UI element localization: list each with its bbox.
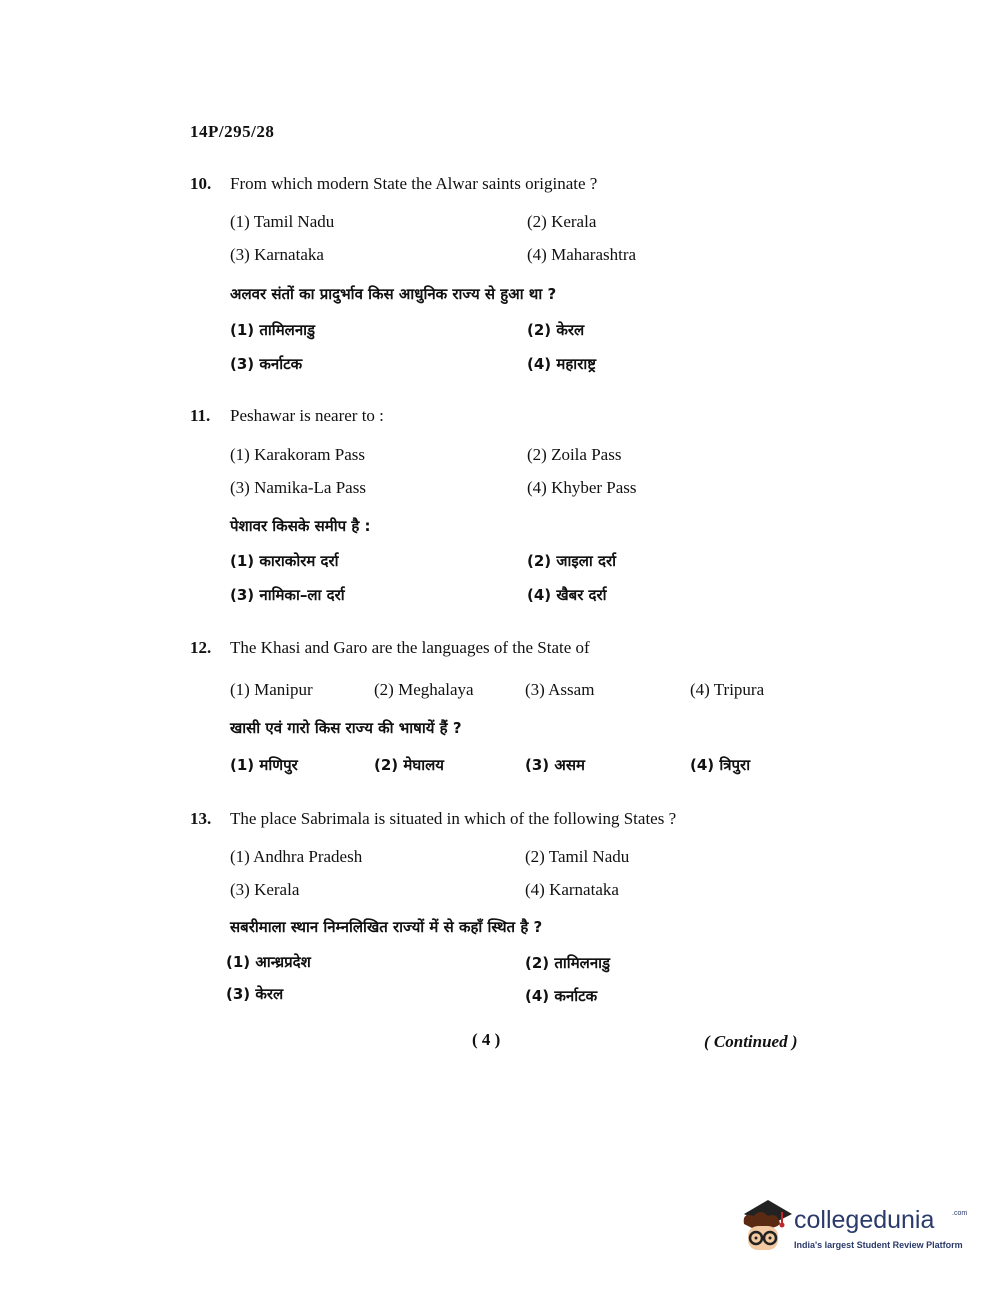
option-hi-1: (1) आन्ध्रप्रदेश (226, 953, 311, 971)
option-en-1: (1) Andhra Pradesh (230, 847, 363, 866)
option-en-4: (4) Khyber Pass (527, 478, 637, 497)
collegedunia-watermark (738, 1198, 968, 1258)
paper-code: 14P/295/28 (190, 122, 275, 141)
option-en-2: (2) Meghalaya (374, 680, 474, 699)
option-hi-2: (2) तामिलनाडु (525, 954, 611, 972)
option-en-2: (2) Zoila Pass (527, 445, 622, 464)
question-number: 10. (190, 174, 212, 193)
question-number: 13. (190, 809, 212, 828)
question-text-hindi: सबरीमाला स्थान निम्नलिखित राज्यों में से कहाँ स्थित है ? (230, 918, 543, 936)
question-text-hindi: अलवर संतों का प्रादुर्भाव किस आधुनिक राज्य से हुआ था ? (230, 285, 557, 303)
option-hi-4: (4) खैबर दर्रा (527, 586, 607, 604)
option-hi-2: (2) जाइला दर्रा (527, 552, 617, 570)
option-en-3: (3) Kerala (230, 880, 300, 899)
option-hi-4: (4) कर्नाटक (525, 987, 598, 1005)
continued-label: ( Continued ) (704, 1032, 798, 1051)
option-en-4: (4) Tripura (690, 680, 765, 699)
option-hi-3: (3) असम (525, 756, 585, 774)
brand-domain: .com (952, 1210, 968, 1217)
option-hi-4: (4) त्रिपुरा (690, 756, 751, 774)
brand-name: collegedunia (794, 1206, 935, 1234)
option-en-1: (1) Karakoram Pass (230, 445, 366, 464)
question-text-hindi: खासी एवं गारो किस राज्य की भाषायें हैं ? (230, 719, 462, 737)
option-en-1: (1) Tamil Nadu (230, 212, 335, 231)
question-text: The place Sabrimala is situated in which of the following States ? (230, 809, 677, 828)
question-text: The Khasi and Garo are the languages of the State of (230, 638, 590, 657)
option-en-1: (1) Manipur (230, 680, 313, 699)
option-hi-3: (3) केरल (226, 985, 284, 1003)
question-text-hindi: पेशावर किसके समीप है : (230, 517, 371, 535)
option-hi-2: (2) मेघालय (374, 756, 444, 774)
question-text: Peshawar is nearer to : (230, 406, 384, 425)
question-text: From which modern State the Alwar saints originate ? (230, 174, 598, 193)
option-en-3: (3) Namika-La Pass (230, 478, 366, 497)
option-en-2: (2) Kerala (527, 212, 597, 231)
option-en-3: (3) Karnataka (230, 245, 324, 264)
option-en-3: (3) Assam (525, 680, 595, 699)
option-hi-1: (1) तामिलनाडु (230, 321, 316, 339)
question-number: 11. (190, 406, 211, 425)
option-en-4: (4) Karnataka (525, 880, 619, 899)
option-hi-2: (2) केरल (527, 321, 585, 339)
question-number: 12. (190, 638, 212, 657)
option-hi-1: (1) मणिपुर (230, 756, 298, 774)
option-hi-3: (3) कर्नाटक (230, 355, 303, 373)
option-hi-3: (3) नामिका–ला दर्रा (230, 586, 345, 604)
option-en-2: (2) Tamil Nadu (525, 847, 630, 866)
mascot-icon (738, 1198, 792, 1256)
brand-tagline: India's largest Student Review Platform (794, 1240, 963, 1250)
option-en-4: (4) Maharashtra (527, 245, 637, 264)
option-hi-4: (4) महाराष्ट्र (527, 355, 596, 373)
page-number: ( 4 ) (472, 1030, 501, 1049)
option-hi-1: (1) काराकोरम दर्रा (230, 552, 339, 570)
